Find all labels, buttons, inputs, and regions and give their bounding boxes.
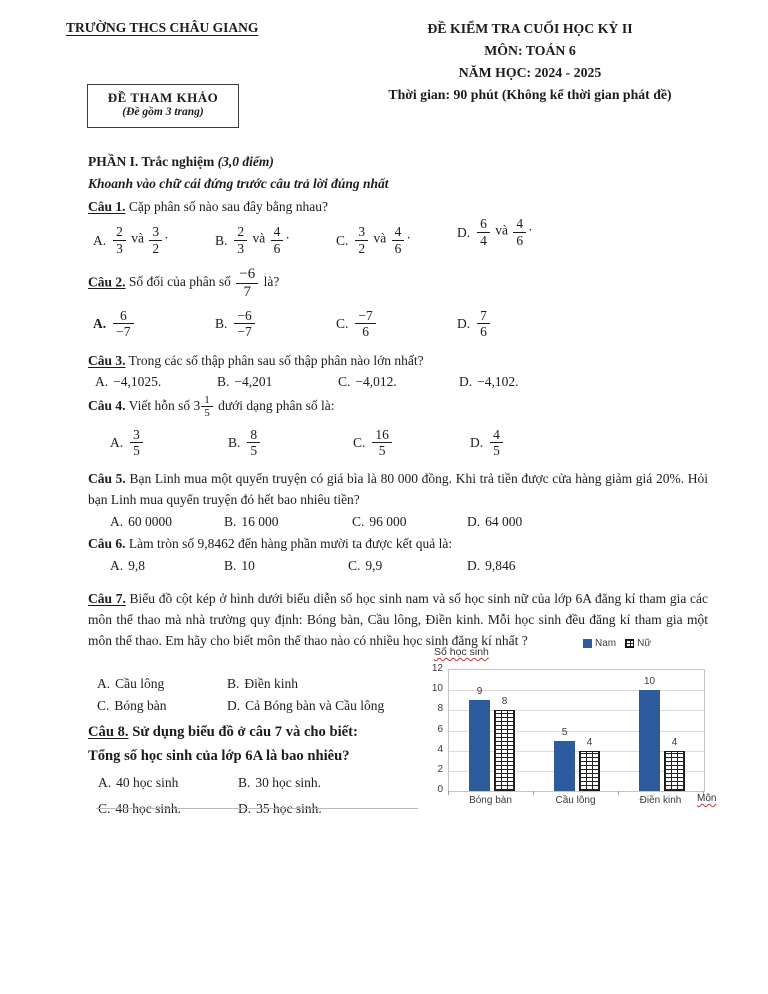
- option-D: [467, 511, 522, 531]
- option-A: [110, 555, 145, 575]
- ref-box-title: ĐỀ THAM KHẢO: [107, 90, 219, 105]
- legend-label: Nam: [595, 638, 617, 649]
- x-axis-category-label: Điền kinh: [639, 795, 682, 806]
- legend-item-nu: [625, 638, 651, 649]
- separator-line: [96, 808, 418, 809]
- fraction-denominator: 5: [204, 406, 210, 419]
- fraction-numerator: 2: [113, 224, 126, 240]
- fraction: [392, 224, 405, 255]
- options-row: [88, 770, 440, 822]
- option-letter: A.: [93, 316, 107, 332]
- option-content: $\frac{6}{4}$ và $\frac{4}{6}$ ·: [475, 216, 533, 247]
- fraction-numerator: 7: [477, 308, 490, 324]
- option-letter: D.: [457, 316, 471, 332]
- option-A: [93, 303, 136, 345]
- option-letter: C.: [336, 316, 349, 332]
- legend-swatch-nu: [625, 639, 634, 648]
- question-label: Câu 1.: [88, 199, 126, 214]
- option-letter: B.: [238, 775, 251, 790]
- question-label: Câu 3.: [88, 352, 126, 368]
- option-letter: B.: [224, 513, 237, 529]
- option-letter: D.: [467, 557, 481, 573]
- legend-label: Nữ: [637, 638, 652, 649]
- y-axis-tick-label: 10: [431, 683, 443, 694]
- bar-nam-đien-kinh: [639, 690, 660, 791]
- sports-registration-bar-chart: [420, 638, 765, 810]
- option-D: [459, 372, 519, 392]
- option-letter: A.: [95, 374, 109, 390]
- question-cau-5: [88, 468, 708, 531]
- x-axis-tick-mark: [618, 791, 619, 795]
- option-letter: B.: [227, 675, 240, 691]
- option-content: [475, 308, 492, 339]
- y-axis-tick-label: 12: [431, 663, 443, 674]
- section-title-text: PHẦN I. Trắc nghiệm: [88, 154, 215, 169]
- bar-nam-bong-ban: [469, 700, 490, 791]
- fraction-numerator: 3: [355, 224, 368, 240]
- question-text: Số đối của phân số $\frac{-6}{7}$ là?: [128, 266, 280, 300]
- fraction: [490, 427, 503, 458]
- question-cau-2: [88, 266, 708, 345]
- options-row: [88, 303, 708, 345]
- option-letter: A.: [93, 232, 107, 248]
- question-cau-1: [88, 196, 708, 261]
- fraction: [113, 224, 126, 255]
- option-content: 9,9: [365, 557, 383, 573]
- option-content: $\frac{3}{2}$ và $\frac{4}{6}$ ·: [353, 224, 411, 255]
- option-letter: B.: [224, 557, 237, 573]
- fraction: [149, 224, 162, 255]
- option-B: [238, 770, 321, 796]
- option-content: Điền kinh: [244, 675, 299, 691]
- chart-legend: [583, 638, 651, 649]
- ref-box-subtitle: (Đề gồm 3 trang): [122, 106, 204, 118]
- fraction: [477, 308, 490, 339]
- option-content: −4,1025.: [113, 374, 162, 390]
- option-content: 48 học sinh.: [115, 801, 182, 816]
- option-D: [457, 303, 492, 345]
- option-B: [217, 372, 272, 392]
- y-axis-tick-label: 0: [437, 784, 443, 795]
- x-axis-category-label: Cầu lông: [555, 795, 596, 806]
- y-axis-tick-label: 6: [437, 724, 443, 735]
- question-text: Sử dụng biểu đồ ở câu 7 và cho biết: Tổng số học sinh của lớp 6A là bao nhiêu?: [88, 724, 358, 764]
- option-content: [232, 308, 256, 339]
- fraction-numerator: −6: [236, 266, 258, 284]
- option-content: −4,201: [234, 374, 273, 390]
- option-content: 9,846: [485, 557, 516, 573]
- option-C: [353, 421, 394, 463]
- y-axis-tick-label: 8: [437, 703, 443, 714]
- option-D: [227, 694, 384, 716]
- option-content: $\frac{2}{3}$ và $\frac{4}{6}$ ·: [232, 224, 290, 255]
- bar-nam-cau-long: [554, 741, 575, 791]
- options-row: [88, 421, 708, 463]
- fraction-denominator: 5: [378, 442, 386, 458]
- fraction-denominator: −7: [237, 324, 252, 340]
- fraction: [247, 427, 260, 458]
- option-letter: B.: [215, 316, 228, 332]
- options-row: [88, 216, 708, 261]
- fraction: [113, 308, 133, 339]
- option-letter: A.: [98, 775, 112, 790]
- fraction-denominator: 5: [493, 442, 500, 458]
- question-text: Viết hỗn số 3 $\frac{1}{5}$ dưới dạng phân số là:: [128, 393, 335, 419]
- fraction: [130, 427, 143, 458]
- question-text: Cặp phân số nào sau đây bằng nhau?: [128, 199, 328, 214]
- question-cau-4: [88, 394, 708, 464]
- options-row: [88, 372, 708, 392]
- fraction: [271, 224, 284, 255]
- exam-title: ĐỀ KIỂM TRA CUỐI HỌC KỲ II: [427, 21, 633, 36]
- legend-item-nam: [583, 638, 616, 649]
- fraction-numerator: 3: [149, 224, 162, 240]
- option-B: [224, 511, 279, 531]
- question-text: Biểu đồ cột kép ở hình dưới biểu diễn số học sinh nam và số học sinh nữ của lớp 6A đăng kí tham gia các môn thể thao mà nhà trường quy định: Bóng bàn, Cầu lông, Điền kinh. Mỗi học sinh đều đăng kí tham gia một môn thể thao. Em hãy cho biết môn thể thao nào có nhiều học sinh đăng kí nhất ?: [88, 591, 708, 648]
- question-label: Câu 6.: [88, 536, 126, 552]
- fraction-numerator: −7: [355, 308, 375, 324]
- fraction: [236, 266, 258, 301]
- bar-nu-cau-long: [579, 751, 600, 791]
- fraction-denominator: 6: [516, 232, 524, 248]
- fraction-denominator: 6: [480, 324, 487, 340]
- fraction-denominator: 2: [152, 240, 160, 256]
- fraction: [355, 308, 375, 339]
- option-content: [128, 427, 145, 458]
- fraction-numerator: 4: [271, 224, 284, 240]
- question-text-row: [88, 720, 440, 768]
- fraction: [201, 394, 213, 420]
- question-text-row: [88, 533, 708, 554]
- fraction-numerator: 3: [130, 427, 143, 443]
- question-text-row: [88, 468, 708, 510]
- question-label: Câu 8.: [88, 724, 129, 740]
- bar-value-label: 4: [586, 737, 593, 748]
- option-content: 10: [241, 557, 255, 573]
- fraction-denominator: 7: [243, 283, 251, 300]
- option-D: [238, 796, 322, 822]
- bar-value-label: 10: [643, 676, 656, 687]
- exam-year: NĂM HỌC: 2024 - 2025: [458, 65, 602, 80]
- question-label: Câu 4.: [88, 397, 126, 413]
- option-C: [352, 511, 407, 531]
- fraction-numerator: 8: [247, 427, 260, 443]
- x-axis-tick-mark: [448, 791, 449, 795]
- option-content: [245, 427, 262, 458]
- option-C: [98, 796, 181, 822]
- question-cau-8: [88, 720, 440, 816]
- option-A: [93, 219, 169, 261]
- option-letter: A.: [110, 557, 124, 573]
- question-label: Câu 2.: [88, 274, 126, 290]
- option-content: [488, 427, 505, 458]
- option-letter: D.: [467, 513, 481, 529]
- option-content: [370, 427, 394, 458]
- option-letter: C.: [336, 232, 349, 248]
- option-letter: D.: [238, 801, 252, 816]
- fraction-denominator: 2: [358, 240, 366, 256]
- fraction-numerator: −6: [234, 308, 254, 324]
- option-B: [224, 555, 255, 575]
- chart-y-axis-title: Số học sinh: [434, 646, 489, 658]
- option-letter: A.: [110, 513, 124, 529]
- fraction-numerator: 4: [513, 216, 526, 232]
- option-content: Bóng bàn: [114, 697, 167, 713]
- bar-nu-đien-kinh: [664, 751, 685, 791]
- question-text-row: [88, 266, 708, 301]
- chart-x-axis-title: Môn: [697, 793, 717, 804]
- section-title: [88, 151, 708, 172]
- exam-content: [88, 151, 708, 816]
- fraction: [372, 427, 392, 458]
- option-content: 9,8: [128, 557, 145, 573]
- option-letter: A.: [110, 434, 124, 450]
- option-letter: C.: [348, 557, 361, 573]
- option-A: [110, 421, 145, 463]
- exam-duration: Thời gian: 90 phút (Không kể thời gian phát đề): [388, 87, 672, 102]
- fraction-denominator: 3: [237, 240, 245, 256]
- option-B: [215, 303, 257, 345]
- options-row: [88, 511, 708, 531]
- option-A: [95, 372, 161, 392]
- question-label: Câu 5.: [88, 471, 126, 487]
- option-content: 96 000: [369, 513, 407, 529]
- option-A: [110, 511, 172, 531]
- option-letter: D.: [227, 697, 241, 713]
- option-C: [348, 555, 382, 575]
- y-axis-tick-label: 2: [437, 764, 443, 775]
- fraction-denominator: −7: [116, 324, 131, 340]
- fraction-denominator: 6: [362, 324, 369, 340]
- fraction: [234, 308, 254, 339]
- bar-value-label: 9: [476, 686, 483, 697]
- fraction-numerator: 2: [234, 224, 247, 240]
- option-content: 40 học sinh: [116, 775, 179, 790]
- reference-exam-box: [87, 84, 239, 128]
- options-row: [88, 555, 708, 575]
- school-name: TRƯỜNG THCS CHÂU GIANG: [66, 20, 259, 35]
- fraction-numerator: 4: [392, 224, 405, 240]
- question-text-row: [88, 196, 708, 217]
- fraction-denominator: 5: [250, 442, 258, 458]
- bar-value-label: 8: [501, 696, 508, 707]
- fraction: [355, 224, 368, 255]
- fraction-numerator: 6: [113, 308, 133, 324]
- option-content: Cả Bóng bàn và Cầu lông: [245, 697, 385, 713]
- x-axis-tick-mark: [533, 791, 534, 795]
- bar-nu-bong-ban: [494, 710, 515, 791]
- option-letter: B.: [228, 434, 241, 450]
- option-content: 35 học sinh.: [256, 801, 322, 816]
- option-letter: C.: [352, 513, 365, 529]
- chart-plot-area: [448, 669, 705, 792]
- option-letter: C.: [97, 697, 110, 713]
- option-letter: C.: [353, 434, 366, 450]
- option-A: [98, 770, 178, 796]
- legend-swatch-nam: [583, 639, 592, 648]
- option-C: [97, 694, 167, 716]
- question-text-row: [88, 350, 708, 371]
- fraction: [477, 216, 490, 247]
- option-content: Cầu lông: [115, 675, 165, 691]
- option-content: $\frac{2}{3}$ và $\frac{3}{2}$ ·: [111, 224, 169, 255]
- option-A: [97, 672, 164, 694]
- mixed-whole: 3: [193, 397, 201, 413]
- option-B: [215, 219, 290, 261]
- option-letter: C.: [338, 374, 351, 390]
- bar-value-label: 4: [671, 737, 678, 748]
- question-text: Bạn Linh mua một quyển truyện có giá bìa là 80 000 đồng. Khi trả tiền được cửa hàng giảm giá 20%. Hỏi bạn Linh mua quyển truyện đó hết bao nhiêu tiền?: [88, 471, 708, 508]
- mixed-number: [193, 393, 214, 419]
- option-content: 30 học sinh.: [255, 775, 322, 790]
- question-text: Làm tròn số 9,8462 đến hàng phần mười ta được kết quả là:: [128, 536, 453, 552]
- fraction: [513, 216, 526, 247]
- exam-header: [312, 18, 748, 106]
- section-points: (3,0 điểm): [217, 154, 274, 169]
- fraction-numerator: 6: [477, 216, 490, 232]
- fraction-denominator: 5: [133, 442, 140, 458]
- option-letter: D.: [470, 434, 484, 450]
- option-letter: B.: [215, 232, 228, 248]
- option-content: [353, 308, 377, 339]
- option-D: [467, 555, 516, 575]
- question-text-row: [88, 394, 708, 420]
- fraction-numerator: 1: [201, 394, 213, 407]
- option-B: [228, 421, 262, 463]
- y-axis-tick-label: 4: [437, 744, 443, 755]
- option-letter: A.: [97, 675, 111, 691]
- option-letter: D.: [457, 224, 471, 240]
- question-label: Câu 7.: [88, 591, 126, 606]
- fraction-denominator: 6: [273, 240, 281, 256]
- option-content: 60 0000: [128, 513, 172, 529]
- question-text: Trong các số thập phân sau số thập phân nào lớn nhất?: [128, 352, 424, 368]
- option-C: [336, 219, 411, 261]
- questions-list: [88, 196, 708, 816]
- fraction-numerator: 16: [372, 427, 392, 443]
- option-B: [227, 672, 298, 694]
- fraction: [234, 224, 247, 255]
- option-letter: C.: [98, 801, 111, 816]
- option-letter: B.: [217, 374, 230, 390]
- question-cau-3: [88, 350, 708, 392]
- option-letter: D.: [459, 374, 473, 390]
- option-C: [336, 303, 378, 345]
- option-content: −4,012.: [355, 374, 397, 390]
- option-content: 64 000: [485, 513, 523, 529]
- fraction-numerator: 4: [490, 427, 503, 443]
- fraction-denominator: 4: [480, 232, 487, 248]
- x-axis-category-label: Bóng bàn: [469, 795, 512, 806]
- fraction-denominator: 3: [116, 240, 123, 256]
- option-content: −4,102.: [477, 374, 519, 390]
- option-D: [470, 421, 505, 463]
- section-instruction: Khoanh vào chữ cái đứng trước câu trả lời đúng nhất: [88, 176, 389, 191]
- option-content: 16 000: [241, 513, 279, 529]
- option-C: [338, 372, 397, 392]
- option-content: [111, 308, 135, 339]
- option-D: [457, 211, 533, 253]
- question-cau-6: [88, 533, 708, 575]
- exam-subject: MÔN: TOÁN 6: [484, 43, 576, 58]
- bar-value-label: 5: [561, 727, 568, 738]
- fraction-denominator: 6: [394, 240, 402, 256]
